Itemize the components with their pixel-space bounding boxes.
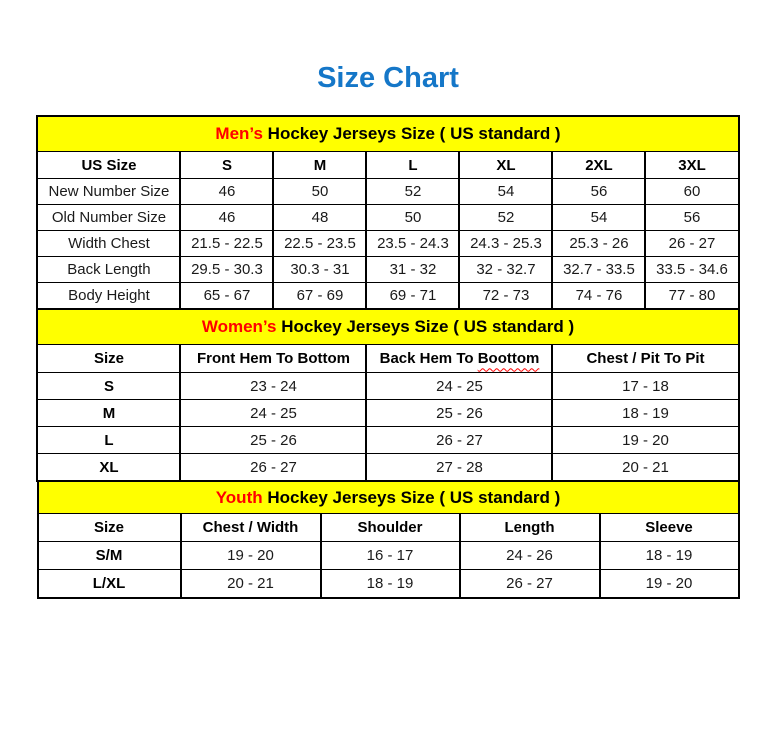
cell: 16 - 17 [321, 542, 460, 570]
cell: 56 [645, 205, 738, 231]
youth-col-length: Length [460, 514, 600, 542]
womens-col-chest: Chest / Pit To Pit [552, 345, 738, 373]
youth-col-chest-width: Chest / Width [181, 514, 321, 542]
table-row [37, 400, 738, 427]
cell: 26 - 27 [366, 427, 552, 454]
mens-col-xl: XL [459, 152, 552, 179]
cell: 54 [459, 179, 552, 205]
cell: 26 - 27 [645, 231, 738, 257]
cell: 18 - 19 [552, 400, 738, 427]
cell: 74 - 76 [552, 283, 645, 310]
cell: 17 - 18 [552, 373, 738, 400]
row-label: Body Height [37, 283, 180, 310]
table-row [37, 427, 738, 454]
row-label: L/XL [38, 570, 181, 599]
cell: 77 - 80 [645, 283, 738, 310]
cell: 69 - 71 [366, 283, 459, 310]
cell: 32 - 32.7 [459, 257, 552, 283]
row-label: XL [37, 454, 180, 482]
row-label: L [37, 427, 180, 454]
cell: 20 - 21 [552, 454, 738, 482]
youth-band-rest: Hockey Jerseys Size ( US standard ) [262, 487, 561, 507]
row-label: Old Number Size [37, 205, 180, 231]
mens-col-s: S [180, 152, 273, 179]
row-label: S/M [38, 542, 181, 570]
cell: 48 [273, 205, 366, 231]
mens-section-title [37, 116, 738, 152]
table-row [38, 542, 739, 570]
mens-col-2xl: 2XL [552, 152, 645, 179]
mens-band-rest: Hockey Jerseys Size ( US standard ) [262, 124, 561, 144]
cell: 23.5 - 24.3 [366, 231, 459, 257]
mens-col-l: L [366, 152, 459, 179]
mens-section-band [37, 116, 738, 152]
cell: 72 - 73 [459, 283, 552, 310]
cell: 25.3 - 26 [552, 231, 645, 257]
row-label: Back Length [37, 257, 180, 283]
mens-col-us-size: US Size [37, 152, 180, 179]
table-row [38, 570, 739, 599]
table-row [37, 205, 738, 231]
mens-size-table [36, 115, 739, 310]
cell: 50 [273, 179, 366, 205]
cell: 30.3 - 31 [273, 257, 366, 283]
womens-size-table [36, 308, 739, 482]
youth-section-title [38, 481, 739, 514]
table-row [37, 454, 738, 482]
page-title: Size Chart [317, 62, 459, 94]
cell: 54 [552, 205, 645, 231]
cell: 31 - 32 [366, 257, 459, 283]
row-label: M [37, 400, 180, 427]
row-label: New Number Size [37, 179, 180, 205]
mens-header-row [37, 152, 738, 179]
youth-col-sleeve: Sleeve [600, 514, 739, 542]
table-row [37, 179, 738, 205]
cell: 25 - 26 [180, 427, 366, 454]
cell: 24.3 - 25.3 [459, 231, 552, 257]
cell: 24 - 25 [366, 373, 552, 400]
cell: 19 - 20 [552, 427, 738, 454]
cell: 65 - 67 [180, 283, 273, 310]
womens-col-back-hem [366, 345, 552, 373]
cell: 32.7 - 33.5 [552, 257, 645, 283]
cell: 52 [459, 205, 552, 231]
cell: 22.5 - 23.5 [273, 231, 366, 257]
cell: 29.5 - 30.3 [180, 257, 273, 283]
cell: 24 - 25 [180, 400, 366, 427]
youth-header-row [38, 514, 739, 542]
back-hem-misspelled-word: Boottom [477, 350, 540, 368]
cell: 25 - 26 [366, 400, 552, 427]
youth-highlight: Youth [215, 487, 263, 507]
cell: 46 [180, 205, 273, 231]
youth-col-shoulder: Shoulder [321, 514, 460, 542]
cell: 46 [180, 179, 273, 205]
row-label: Width Chest [37, 231, 180, 257]
cell: 20 - 21 [181, 570, 321, 599]
mens-col-m: M [273, 152, 366, 179]
womens-col-size: Size [37, 345, 180, 373]
table-row [37, 257, 738, 283]
womens-header-row [37, 345, 738, 373]
womens-highlight: Women’s [201, 317, 277, 337]
cell: 19 - 20 [600, 570, 739, 599]
cell: 60 [645, 179, 738, 205]
mens-col-3xl: 3XL [645, 152, 738, 179]
womens-band-rest: Hockey Jerseys Size ( US standard ) [276, 317, 575, 337]
cell: 23 - 24 [180, 373, 366, 400]
womens-section-band [37, 309, 738, 345]
cell: 33.5 - 34.6 [645, 257, 738, 283]
cell: 27 - 28 [366, 454, 552, 482]
table-row [37, 231, 738, 257]
row-label: S [37, 373, 180, 400]
youth-section-band [38, 481, 739, 514]
back-hem-prefix: Back Hem To [379, 350, 478, 368]
cell: 26 - 27 [180, 454, 366, 482]
cell: 18 - 19 [600, 542, 739, 570]
cell: 21.5 - 22.5 [180, 231, 273, 257]
womens-col-front-hem: Front Hem To Bottom [180, 345, 366, 373]
cell: 52 [366, 179, 459, 205]
cell: 67 - 69 [273, 283, 366, 310]
table-row [37, 283, 738, 310]
cell: 26 - 27 [460, 570, 600, 599]
cell: 24 - 26 [460, 542, 600, 570]
table-row [37, 373, 738, 400]
mens-highlight: Men’s [215, 124, 263, 144]
cell: 56 [552, 179, 645, 205]
womens-section-title [37, 309, 738, 345]
cell: 18 - 19 [321, 570, 460, 599]
cell: 19 - 20 [181, 542, 321, 570]
youth-size-table [37, 480, 740, 599]
youth-col-size: Size [38, 514, 181, 542]
cell: 50 [366, 205, 459, 231]
